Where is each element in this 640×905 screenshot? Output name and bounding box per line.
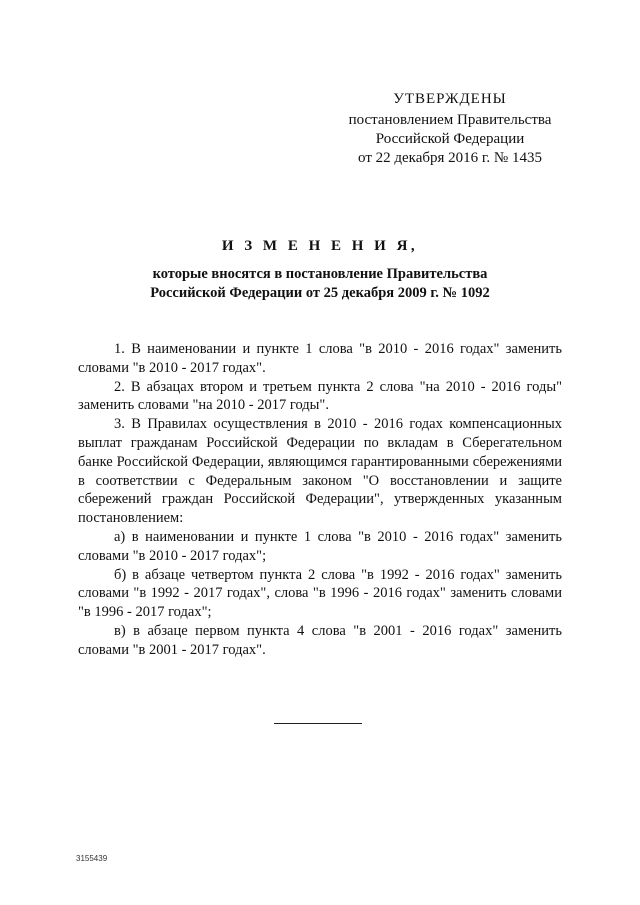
document-body [78, 340, 562, 660]
approval-title: УТВЕРЖДЕНЫ [393, 91, 507, 107]
document-subtitle-line-2: Российской Федерации от 25 декабря 2009 г. № 1092 [150, 285, 490, 301]
paragraph-3: 3. В Правилах осуществления в 2010 - 2016 годах компенсационных выплат гражданам Российской Федерации по вкладам в Сберегательном банке Российской Федерации, являющимся гарантированными сбережениями в соответствии с Федеральным законом "О восстановлении и защите сбережений граждан Российской Федерации", утвержденных указанным постановлением: [78, 416, 562, 527]
approval-date-number: от 22 декабря 2016 г. № 1435 [358, 150, 542, 166]
approval-block [330, 90, 570, 168]
document-title: И З М Е Н Е Н И Я, [221, 238, 419, 254]
paragraph-1: 1. В наименовании и пункте 1 слова "в 2010 - 2016 годах" заменить словами "в 2010 - 2017 годах". [78, 341, 562, 376]
document-subtitle [78, 265, 562, 303]
subparagraph-b: б) в абзаце четвертом пункта 2 слова "в 1992 - 2016 годах" заменить словами "в 1992 - 2017 годах", слова "в 1996 - 2016 годах" заменить словами "в 1996 - 2017 годах"; [78, 566, 562, 621]
subparagraph-a: а) в наименовании и пункте 1 слова "в 2010 - 2016 годах" заменить словами "в 2010 - 2017 годах"; [78, 528, 562, 564]
end-divider-line [274, 723, 362, 724]
document-subtitle-line-1: которые вносятся в постановление Правительства [152, 266, 488, 282]
approval-line-1: постановлением Правительства [348, 112, 552, 128]
approval-line-2: Российской Федерации [375, 131, 525, 147]
subparagraph-v: в) в абзаце первом пункта 4 слова "в 2001 - 2016 годах" заменить словами "в 2001 - 2017 годах". [78, 622, 562, 658]
document-code: 3155439 [76, 854, 108, 863]
paragraph-2: 2. В абзацах втором и третьем пункта 2 слова "на 2010 - 2016 годы" заменить словами "на 2010 - 2017 годы". [78, 378, 562, 414]
